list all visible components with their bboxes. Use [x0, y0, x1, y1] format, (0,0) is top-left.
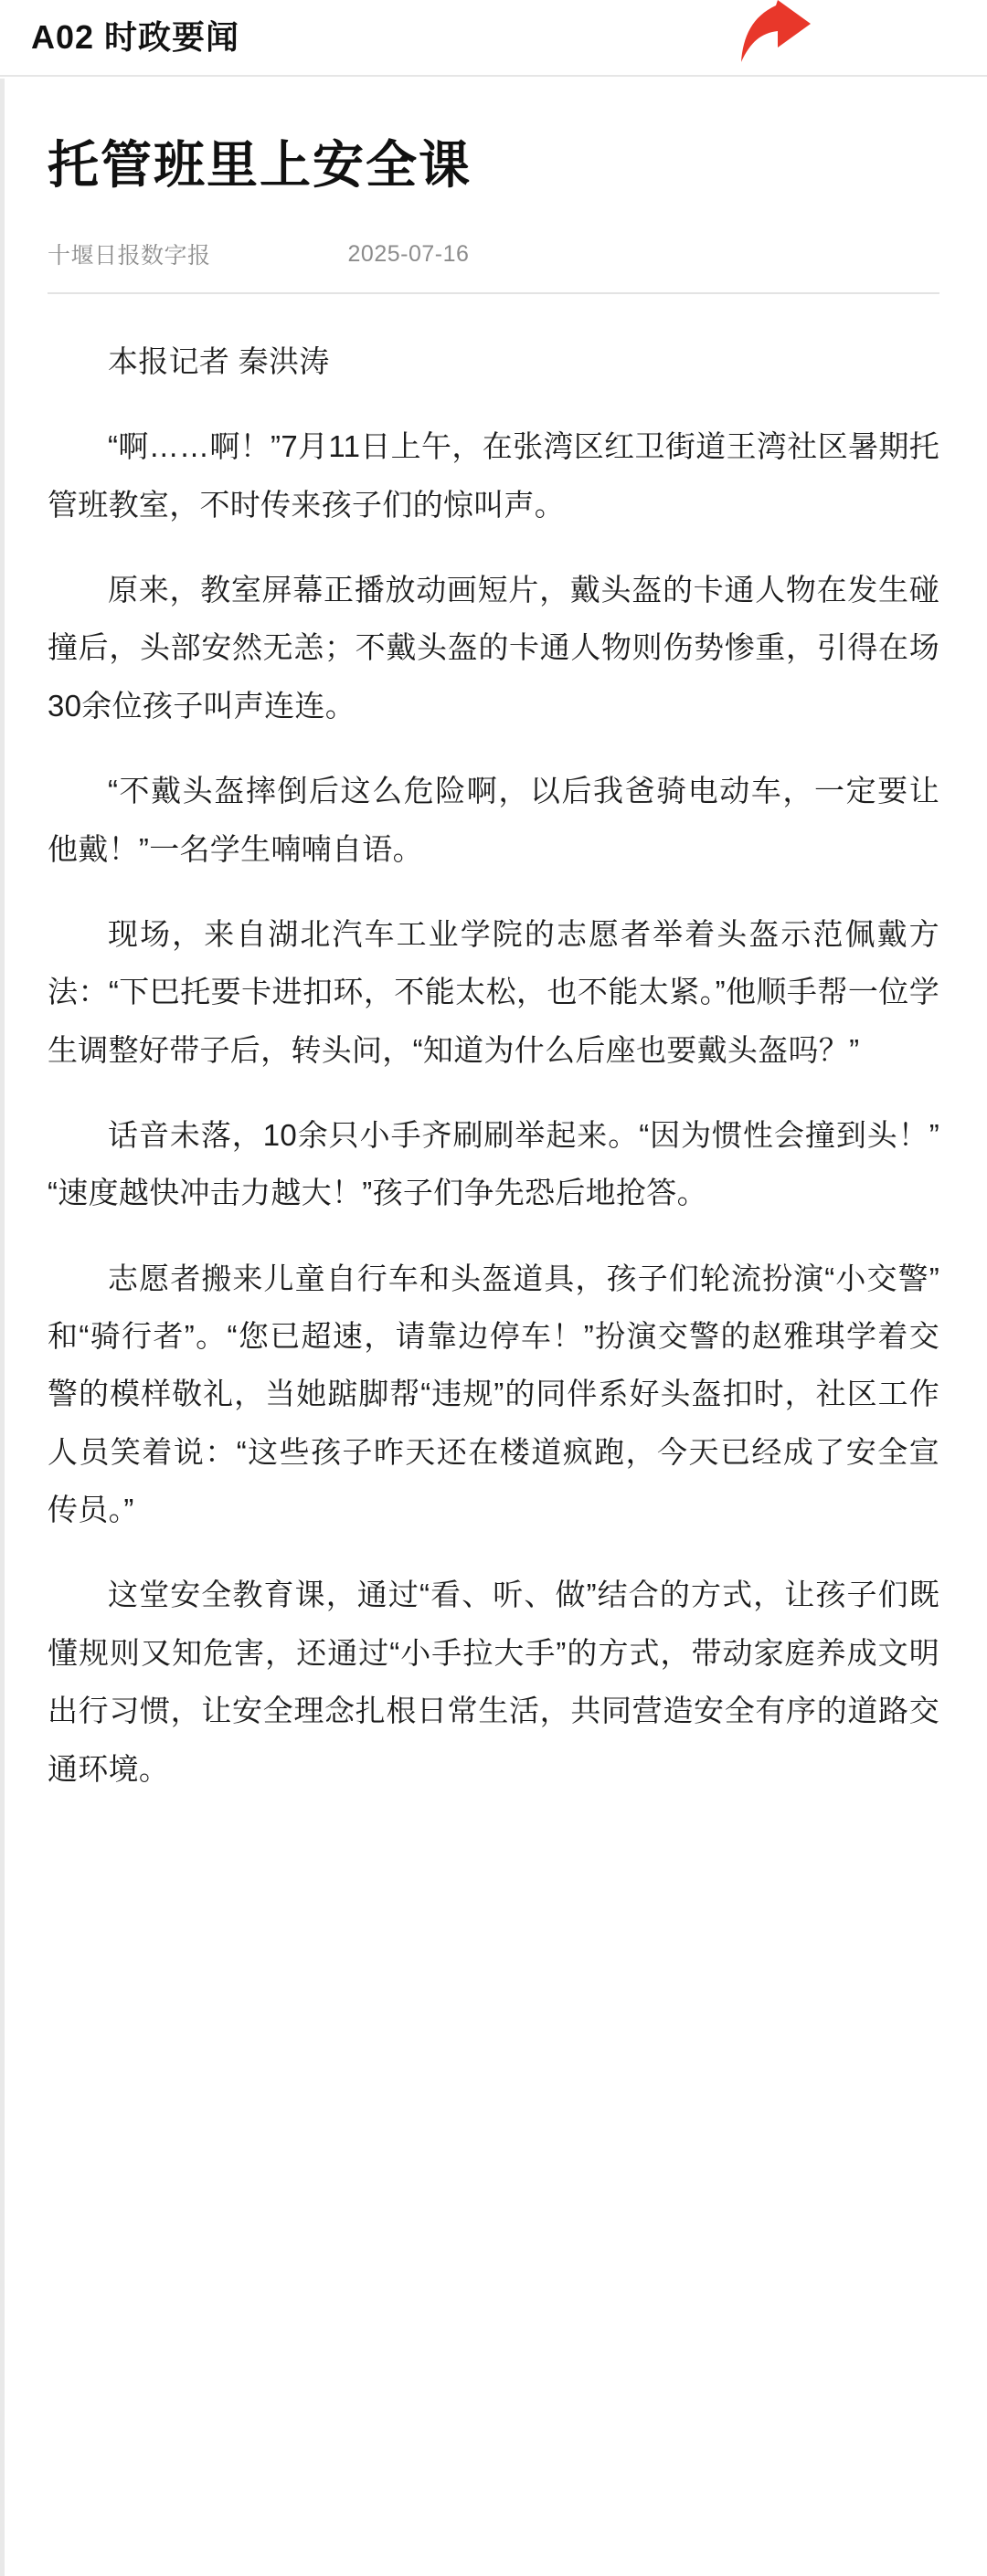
article-body — [48, 333, 939, 1798]
article-meta — [48, 238, 939, 294]
paragraph: 这堂安全教育课，通过“看、听、做”结合的方式，让孩子们既懂规则又知危害，还通过“小手拉大手”的方式，带动家庭养成文明出行习惯，让安全理念扎根日常生活，共同营造安全有序的道路交通环境。 — [48, 1578, 939, 1786]
article-headline: 托管班里上安全课 — [48, 136, 472, 194]
paragraph: “啊……啊！”7月11日上午，在张湾区红卫街道王湾社区暑期托管班教室，不时传来孩子们的惊叫声。 — [48, 429, 939, 522]
paragraph: 本报记者 秦洪涛 — [108, 344, 330, 378]
top-bar — [0, 0, 987, 77]
article-date: 2025-07-16 — [347, 240, 470, 267]
left-reading-rail — [0, 79, 5, 2576]
paragraph: 原来，教室屏幕正播放动画短片，戴头盔的卡通人物在发生碰撞后，头部安然无恙；不戴头盔的卡通人物则伤势惨重，引得在场30余位孩子叫声连连。 — [48, 573, 939, 723]
article-source: 十堰日报数字报 — [48, 243, 211, 269]
article — [0, 133, 987, 1853]
paragraph: 话音未落，10余只小手齐刷刷举起来。“因为惯性会撞到头！”“速度越快冲击力越大！”孩子们争先恐后地抢答。 — [48, 1117, 939, 1210]
paragraph: 现场，来自湖北汽车工业学院的志愿者举着头盔示范佩戴方法：“下巴托要卡进扣环，不能太松，也不能太紧。”他顺手帮一位学生调整好带子后，转头问，“知道为什么后座也要戴头盔吗？” — [48, 916, 939, 1067]
page-title: A02 时政要闻 — [31, 18, 240, 56]
paragraph: “不戴头盔摔倒后这么危险啊，以后我爸骑电动车，一定要让他戴！”一名学生喃喃自语。 — [48, 774, 939, 866]
back-arrow-icon[interactable] — [731, 0, 841, 77]
paragraph: 志愿者搬来儿童自行车和头盔道具，孩子们轮流扮演“小交警”和“骑行者”。“您已超速，请靠边停车！”扮演交警的赵雅琪学着交警的模样敬礼，当她踮脚帮“违规”的同伴系好头盔扣时，社区工作人员笑着说：“这些孩子昨天还在楼道疯跑，今天已经成了安全宣传员。” — [48, 1261, 939, 1527]
